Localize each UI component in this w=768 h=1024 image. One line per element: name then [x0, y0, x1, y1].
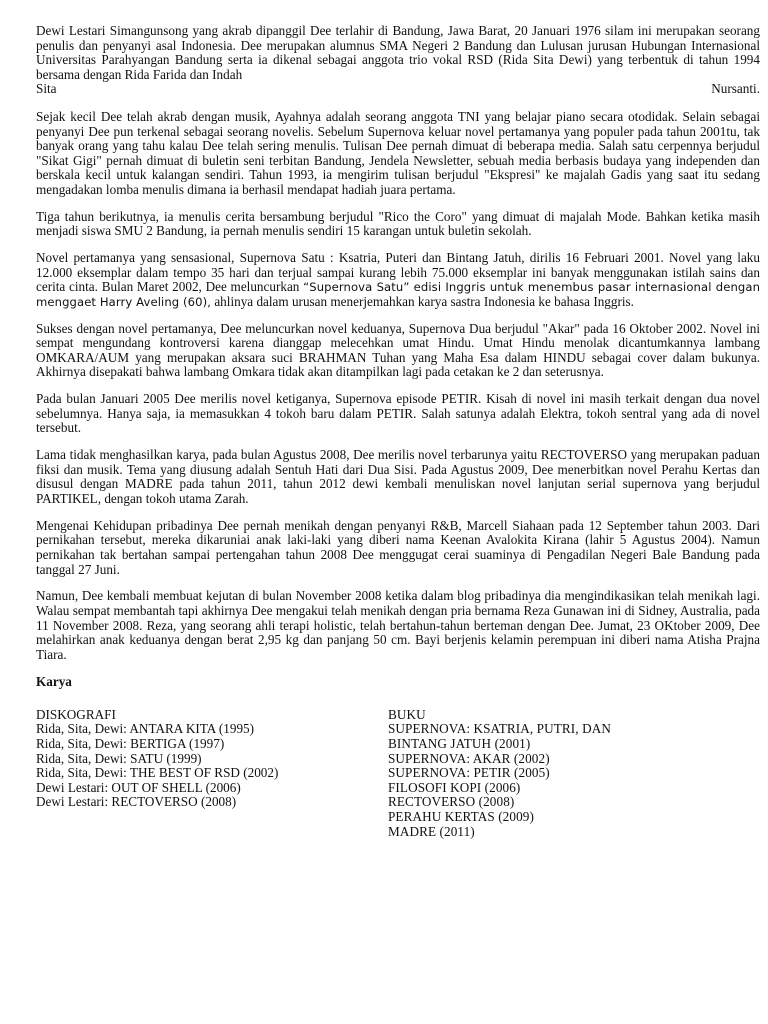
paragraph-remarriage: Namun, Dee kembali membuat kejutan di bulan November 2008 ketika dalam blog pribadinya dia mengindikasikan telah menikah lagi. Walau sempat membantah tapi akhirnya Dee mengakui telah menikah dengan pria bernama Reza Gunawan ini di Sidney, Australia, pada 11 November 2008. Reza, yang seorang ahli terapi holistic, telah bertahun-tahun berteman dengan Dee. Jumat, 23 OKtober 2009, Dee melahirkan anak keduanya dengan berat 2,95 kg dan panjang 50 cm. Bayi berjenis kelamin perempuan ini diberi nama Atisha Prajna Tiara. [36, 588, 760, 662]
paragraph-supernova-petir: Pada bulan Januari 2005 Dee merilis novel ketiganya, Supernova episode PETIR. Kisah di novel ini masih terkait dengan dua novel sebelumnya. Hanya saja, ia memasukkan 4 tokoh baru dalam PETIR. Salah satunya adalah Elektra, tokoh sentral yang ada di novel tersebut. [36, 391, 760, 436]
buku-item: SUPERNOVA: KSATRIA, PUTRI, DAN [388, 721, 611, 737]
karya-columns [36, 708, 760, 839]
buku-column [388, 708, 760, 839]
document-body [36, 24, 760, 839]
paragraph-intro-last-line [36, 82, 760, 97]
paragraph-personal-life: Mengenai Kehidupan pribadinya Dee pernah menikah dengan penyanyi R&B, Marcell Siahaan pada 12 September tahun 2003. Dari pernikahan tersebut, mereka dikaruniai anak laki-laki yang diberi nama Keenan Avalokita Kirana (lahir 5 Agustus 2004). Namun pernikahan tak bertahan sampai pertengahan tahun 2008 Dee menggugat cerai suaminya di Pengadilan Negeri Bale Bandung pada tanggal 27 Juni. [36, 517, 760, 577]
diskografi-item: Dewi Lestari: RECTOVERSO (2008) [36, 794, 237, 810]
paragraph-intro-last-left: Sita [36, 81, 57, 97]
paragraph-supernova-satu-end: ahlinya dalam urusan menerjemahkan karya sastra Indonesia ke bahasa Inggris. [214, 293, 634, 309]
buku-title: BUKU [388, 706, 426, 722]
diskografi-title: DISKOGRAFI [36, 706, 116, 722]
paragraph-childhood: Sejak kecil Dee telah akrab dengan musik, Ayahnya adalah seorang anggota TNI yang belajar piano secara otodidak. Selain sebagai penyanyi Dee pun terkenal sebagai seorang novelis. Sebelum Supernova keluar novel pertamanya yang populer pada tahun 2001tu, tak banyak orang yang tahu kalau Dee telah sering menulis. Tulisan Dee pernah dimuat di beberapa media. Salah satu cerpennya berjudul "Sikat Gigi" pernah dimuat di buletin seni terbitan Bandung, Jendela Newsletter, sebuah media berbasis budaya yang independen dan berskala kecil untuk kalangan sendiri. Tahun 1993, ia mengirim tulisan berjudul "Ekspresi" ke majalah Gadis yang saat itu sedang mengadakan lomba menulis dimana ia berhasil mendapat hadiah juara pertama. [36, 108, 760, 197]
diskografi-item: Dewi Lestari: OUT OF SHELL (2006) [36, 779, 241, 795]
paragraph-rico-the-coro: Tiga tahun berikutnya, ia menulis cerita bersambung berjudul "Rico the Coro" yang dimuat di majalah Mode. Bahkan ketika masih menjadi siswa SMU 2 Bandung, ia pernah menulis sendiri 15 karangan untuk buletin sekolah. [36, 208, 760, 239]
paragraph-supernova-satu-handwritten: “Supernova Satu” edisi Inggris untuk menembus pasar internasional dengan menggaet Harry Aveling (60), [36, 280, 761, 309]
paragraph-intro-text: Dewi Lestari Simangunsong yang akrab dipanggil Dee terlahir di Bandung, Jawa Barat, 20 Januari 1976 silam ini merupakan seorang penulis dan penyanyi asal Indonesia. Dee merupakan alumnus SMA Negeri 2 Bandung dan Lulusan jurusan Hubungan Internasional Universitas Parahyangan Bandung serta ia dikenal sebagai anggota trio vokal RSD (Rida Sita Dewi) yang terbentuk di tahun 1994 bersama dengan Rida Farida dan Indah [36, 23, 760, 82]
buku-item: SUPERNOVA: PETIR (2005) [388, 765, 550, 781]
diskografi-item: Rida, Sita, Dewi: BERTIGA (1997) [36, 736, 225, 752]
karya-heading: Karya [36, 674, 72, 690]
paragraph-intro [36, 24, 760, 97]
paragraph-supernova-satu [36, 251, 760, 309]
buku-item: PERAHU KERTAS (2009) [388, 809, 534, 825]
buku-item: RECTOVERSO (2008) [388, 794, 515, 810]
paragraph-supernova-satu-start: Novel pertamanya yang sensasional, Supernova Satu : Ksatria, Puteri dan Bintang Jatuh, dirilis 16 Februari 2001. Novel yang laku 12.000 eksemplar dalam tempo 35 hari dan terjual sampai kurang lebih 75.000 eksemplar ini banyak menggunakan istilah sains dan cerita cinta. Bulan Maret 2002, Dee meluncurkan [36, 250, 760, 295]
buku-item: MADRE (2011) [388, 823, 475, 839]
diskografi-item: Rida, Sita, Dewi: ANTARA KITA (1995) [36, 721, 255, 737]
paragraph-intro-last-right: Nursanti. [711, 81, 760, 97]
paragraph-rectoverso: Lama tidak menghasilkan karya, pada bulan Agustus 2008, Dee merilis novel terbarunya yaitu RECTOVERSO yang merupakan paduan fiksi dan musik. Tema yang diusung adalah Sentuh Hati dari Dua Sisi. Pada Agustus 2009, Dee menerbitkan novel Perahu Kertas dan disusul dengan MADRE pada tahun 2011, tahun 2012 dewi kembali menuliskan novel lanjutan serial supernova yang berjudul PARTIKEL, dengan tokoh utama Zarah. [36, 447, 760, 506]
diskografi-item: Rida, Sita, Dewi: SATU (1999) [36, 750, 202, 766]
buku-item: FILOSOFI KOPI (2006) [388, 779, 521, 795]
buku-item: BINTANG JATUH (2001) [388, 736, 531, 752]
paragraph-supernova-akar: Sukses dengan novel pertamanya, Dee meluncurkan novel keduanya, Supernova Dua berjudul "Akar" pada 16 Oktober 2002. Novel ini sempat mengundang kontroversi karena dianggap melecehkan umat Hindu. Umat Hindu menolak dicantumkannya lambang OMKARA/AUM yang merupakan aksara suci BRAHMAN Tuhan yang Maha Esa dalam HINDU sebagai cover dalam bukunya. Akhirnya disepakati bahwa lambang Omkara tidak akan ditampilkan lagi pada cetakan ke 2 dan seterusnya. [36, 320, 760, 380]
diskografi-column [36, 708, 388, 839]
buku-item: SUPERNOVA: AKAR (2002) [388, 750, 550, 766]
diskografi-item: Rida, Sita, Dewi: THE BEST OF RSD (2002) [36, 765, 279, 781]
